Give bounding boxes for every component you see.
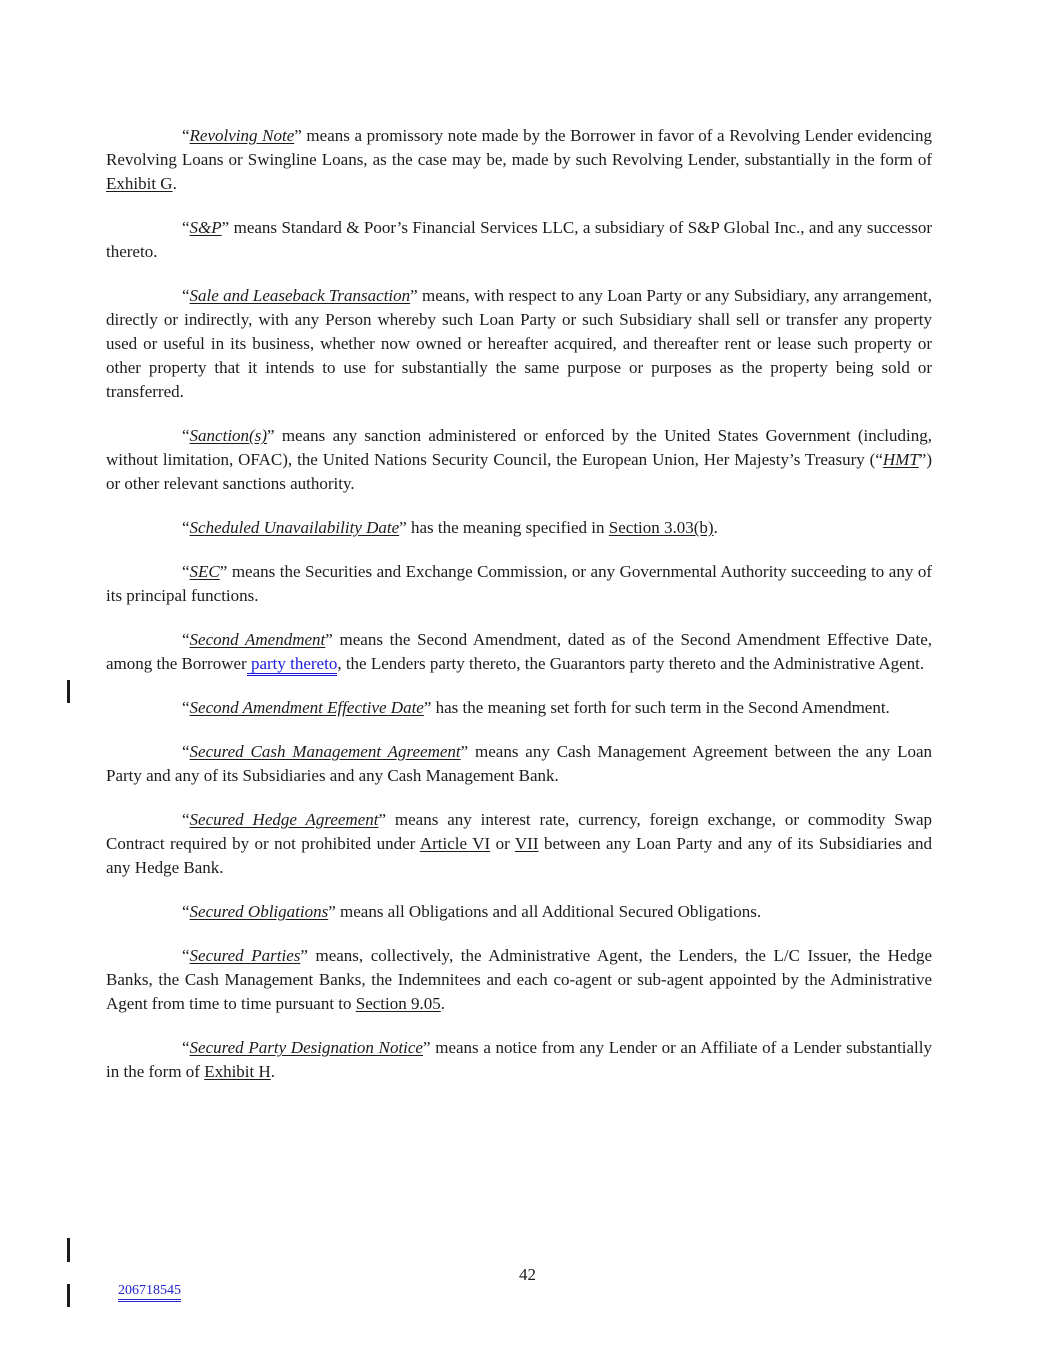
body-text: between any Loan Party and any of its Subsidiaries and any Hedge Bank. — [106, 834, 932, 877]
body-text: “ — [182, 518, 190, 537]
definition-paragraph — [106, 516, 932, 540]
definition-paragraph — [106, 424, 932, 496]
defined-term: S&P — [189, 218, 222, 237]
body-text: . — [172, 174, 177, 193]
defined-term: Secured Hedge Agreement — [189, 810, 379, 829]
body-text: “ — [182, 742, 190, 761]
definition-paragraph — [106, 628, 932, 676]
defined-term: SEC — [189, 562, 220, 581]
cross-reference: VII — [514, 834, 539, 853]
body-text: “ — [182, 218, 190, 237]
defined-term: Secured Cash Management Agreement — [189, 742, 461, 761]
body-text: or — [490, 834, 515, 853]
definition-paragraph — [106, 900, 932, 924]
body-text: ” has the meaning specified in — [399, 518, 609, 537]
definition-paragraph — [106, 216, 932, 264]
body-text: ” means Standard & Poor’s Financial Services LLC, a subsidiary of S&P Global Inc., and any successor thereto. — [106, 218, 932, 261]
body-text: ” means the Second Amendment, dated as of the Second Amendment Effective Date, among the Borrower — [106, 630, 932, 673]
body-text: ” means, with respect to any Loan Party or any Subsidiary, any arrangement, directly or indirectly, with any Person whereby such Loan Party or such Subsidiary shall sell or transfer any property used or useful in its business, whether now owned or hereafter acquired, and thereafter rent or lease such property or other property that it intends to use for substantially the same purpose or purposes as the property being sold or transferred. — [106, 286, 932, 401]
body-text: “ — [182, 902, 190, 921]
body-text: “ — [182, 1038, 190, 1057]
body-text: “ — [182, 562, 190, 581]
definition-paragraph — [106, 944, 932, 1016]
defined-term: Sanction(s) — [189, 426, 267, 445]
revision-change-bar — [67, 680, 70, 703]
cross-reference: Section 3.03(b) — [608, 518, 714, 537]
body-text: “ — [182, 426, 190, 445]
defined-term: Secured Party Designation Notice — [189, 1038, 423, 1057]
cross-reference: Exhibit G — [106, 174, 173, 193]
defined-term: Secured Obligations — [189, 902, 329, 921]
cross-reference: Exhibit H — [204, 1062, 271, 1081]
revision-change-bar — [67, 1238, 70, 1262]
defined-term: Revolving Note — [189, 126, 295, 145]
definition-paragraph — [106, 740, 932, 788]
body-text: , the Lenders party thereto, the Guarantors party thereto and the Administrative Agent. — [337, 654, 925, 673]
body-text: “ — [182, 810, 190, 829]
definition-paragraph — [106, 696, 932, 720]
body-text: “ — [182, 630, 190, 649]
body-text: ” means any Cash Management Agreement between the any Loan Party and any of its Subsidiaries and any Cash Management Bank. — [106, 742, 932, 785]
body-text: ” means a notice from any Lender or an Affiliate of a Lender substantially in the form of — [106, 1038, 933, 1081]
body-text: ” means any sanction administered or enforced by the United States Government (including, without limitation, OFAC), the United Nations Security Council, the European Union, Her Majesty’s Treasury (“ — [106, 426, 932, 469]
definition-paragraph — [106, 808, 932, 880]
defined-term: Secured Parties — [189, 946, 301, 965]
body-text: “ — [182, 126, 190, 145]
body-text: ” means the Securities and Exchange Commission, or any Governmental Authority succeeding to any of its principal functions. — [106, 562, 932, 605]
definition-paragraph — [106, 124, 932, 196]
cross-reference: Section 9.05 — [355, 994, 441, 1013]
body-text: ” means a promissory note made by the Borrower in favor of a Revolving Lender evidencing Revolving Loans or Swingline Loans, as the case may be, made by such Revolving Lender, substantially in the form of — [106, 126, 932, 169]
body-text: . — [713, 518, 718, 537]
inserted-text: party thereto — [247, 654, 338, 676]
body-text: . — [270, 1062, 276, 1081]
defined-term: Scheduled Unavailability Date — [189, 518, 400, 537]
defined-term: Second Amendment Effective Date — [189, 698, 424, 717]
definition-paragraph — [106, 1036, 932, 1084]
body-text: ” means, collectively, the Administrative Agent, the Lenders, the L/C Issuer, the Hedge Banks, the Cash Management Banks, the Indemnitees and each co-agent or sub-agent appointed by the Administrative Agent from time to time pursuant to — [106, 946, 932, 1013]
body-text: “ — [182, 946, 190, 965]
defined-term: Sale and Leaseback Transaction — [189, 286, 411, 305]
document-id-stamp: 206718545 — [118, 1283, 181, 1302]
body-text: ”) or other relevant sanctions authority. — [106, 450, 932, 493]
definition-paragraph — [106, 560, 932, 608]
body-text: “ — [182, 286, 190, 305]
body-text: ” means all Obligations and all Additional Secured Obligations. — [328, 902, 762, 921]
body-text: “ — [182, 698, 190, 717]
body-text: ” has the meaning set forth for such term in the Second Amendment. — [423, 698, 890, 717]
definitions-text-block — [106, 124, 932, 1104]
body-text: . — [440, 994, 446, 1013]
page-number: 42 — [519, 1265, 536, 1284]
body-text: ” means any interest rate, currency, foreign exchange, or commodity Swap Contract required by or not prohibited under — [106, 810, 932, 853]
cross-reference: Article VI — [419, 834, 491, 853]
revision-change-bar — [67, 1284, 70, 1307]
definition-paragraph — [106, 284, 932, 404]
defined-term: Second Amendment — [189, 630, 326, 649]
defined-term: HMT — [882, 450, 919, 469]
